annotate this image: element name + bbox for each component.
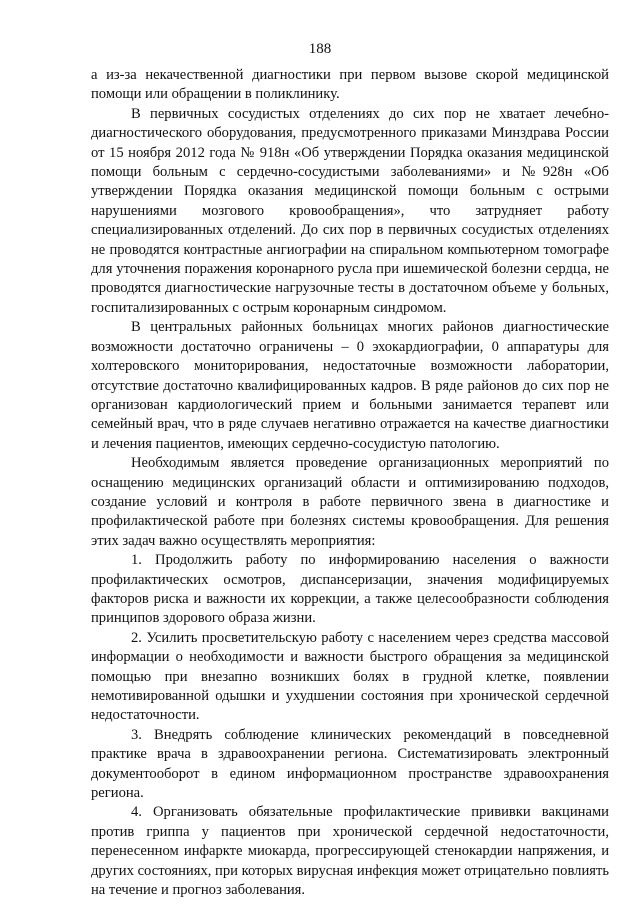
paragraph-necessary-measures: Необходимым является проведение организационных мероприятий по оснащению медицинских организаций области и оптимизированию подходов, создание условий и контроля в работе первичного звена в диагностике и профилактической работе при болезнях системы кровообращения. Для решения этих задач важно осуществлять мероприятия: <box>91 455 609 549</box>
paragraph-vascular-departments: В первичных сосудистых отделениях до сих пор не хватает лечебно-диагностического оборудования, предусмотренного приказами Минздрава России от 15 ноября 2012 года № 918н «Об утверждении Порядка оказания медицинской помощи больным с сердечно-сосудистыми заболеваниями» и №928н «Об утверждении Порядка оказания медицинской помощи больным с острыми нарушениями мозгового кровообращения», что затрудняет работу специализированных отделений. До сих пор в первичных сосудистых отделениях не проводятся контрастные ангиографии на спиральном компьютерном томографе для уточнения поражения коронарного русла при ишемической болезни сердца, не проводятся диагностические нагрузочные тесты в достаточном объеме у больных, госпитализированных с острым коронарным синдромом. <box>91 105 609 316</box>
page-number: 188 <box>308 41 332 57</box>
paragraph-continuation: а из-за некачественной диагностики при первом вызове скорой медицинской помощи или обращении в поликлинику. <box>91 67 609 103</box>
list-item-4: 4. Организовать обязательные профилактические прививки вакцинами против гриппа у пациентов при хронической сердечной недостаточности, перенесенном инфаркте миокарда, прогрессирующей стенокардии напряжения, и других состояниях, при которых вирусная инфекция может отрицательно повлиять на течение и прогноз заболевания. <box>91 804 609 899</box>
list-item-3: 3. Внедрять соблюдение клинических рекомендаций в повседневной практике врача в здравоохранении региона. Систематизировать электронный документооборот в едином информационном пространстве здравоохранения региона. <box>91 726 609 802</box>
document-body <box>91 66 609 900</box>
list-item-1: 1. Продолжить работу по информированию населения о важности профилактических осмотров, диспансеризации, значения модифицируемых факторов риска и важности их коррекции, а также целесообразности соблюдения принципов здорового образа жизни. <box>91 552 609 627</box>
list-item-2: 2. Усилить просветительскую работу с населением через средства массовой информации о необходимости и важности быстрого обращения за медицинской помощью при внезапно возникших болях в грудной клетке, появлении немотивированной одышки и ухудшении состояния при хронической сердечной недостаточности. <box>91 629 609 724</box>
paragraph-district-hospitals: В центральных районных больницах многих районов диагностические возможности достаточно ограничены – 0 эхокардиографии, 0 аппаратуры для холтеровского мониторирования, недостаточные возможности лаборатории, отсутствие достаточно квалифицированных кадров. В ряде районов до сих пор не организован кардиологический прием и больными занимается терапевт или семейный врач, что в ряде случаев негативно отражается на качестве диагностики и лечения пациентов, имеющих сердечно-сосудистую патологию. <box>91 319 609 452</box>
